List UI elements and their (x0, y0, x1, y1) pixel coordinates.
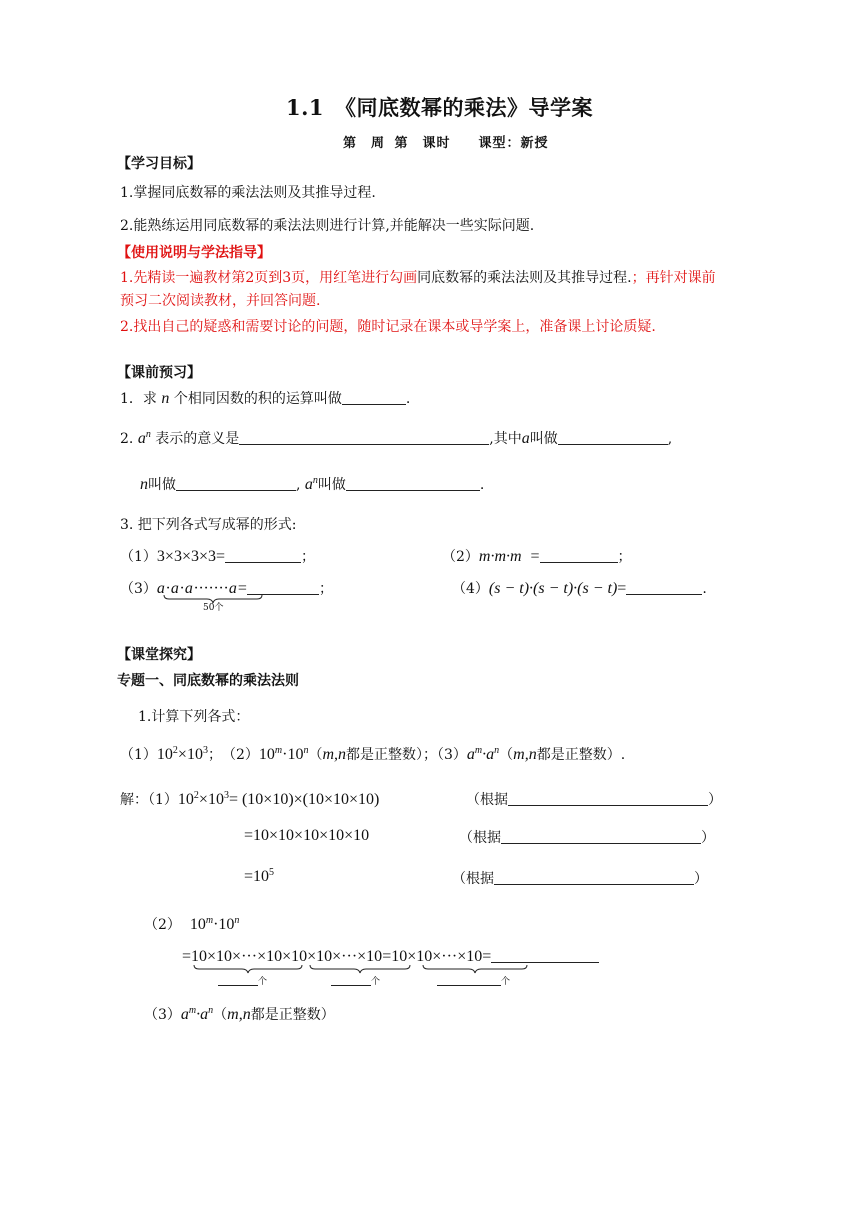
solution-line-1: 解：$(1)10^2\times 10^3= (10\times 10)\times(10\times 10\times 10)$ (120, 790, 380, 808)
answer-blank[interactable] (491, 948, 599, 963)
answer-blank[interactable] (176, 476, 296, 491)
answer-blank[interactable] (331, 977, 371, 986)
answer-blank[interactable] (626, 580, 702, 595)
answer-blank[interactable] (501, 829, 701, 844)
count-label-3: 个 (437, 974, 510, 987)
goals-header: 【学习目标】 (117, 156, 201, 172)
answer-blank[interactable] (558, 430, 668, 445)
basis-1: （根据 ） (466, 792, 722, 808)
part-2-label: （2） $10^m\cdot 10^n$ (144, 915, 240, 933)
underbrace-icon (422, 964, 528, 974)
count-label-2: 个 (331, 974, 380, 987)
page-subtitle: 第 周 第 课时 课型：新授 (343, 136, 549, 151)
goal-item-2: 2.能熟练运用同底数幂的乘法法则进行计算,并能解决一些实际问题. (120, 218, 535, 234)
guide-text-b: 同底数幂的乘法法则及其推导过程. (417, 270, 632, 286)
calc-intro: 1.计算下列各式： (138, 709, 250, 725)
power-item-4: （4）(s − t)·(s − t)·(s − t)= . (452, 580, 707, 597)
answer-blank[interactable] (247, 580, 319, 595)
solution-line-3: $=10^5$ (244, 867, 275, 885)
basis-2: （根据 ） (459, 830, 715, 846)
guide-item-2: 2.找出自己的疑惑和需要讨论的问题，随时记录在课本或导学案上，准备课上讨论质疑. (120, 319, 656, 335)
explore-header: 【课堂探究】 (117, 647, 201, 663)
preview-header: 【课前预习】 (117, 365, 201, 381)
answer-blank[interactable] (494, 870, 694, 885)
basis-3: （根据 ） (452, 871, 708, 887)
preview-q3: 3. 把下列各式写成幂的形式: (120, 517, 297, 533)
solution-line-2: =10×10×10×10×10 (244, 827, 370, 844)
answer-blank[interactable] (342, 390, 406, 405)
guide-item-1 (120, 267, 716, 287)
underbrace-icon (309, 964, 411, 974)
answer-blank[interactable] (218, 977, 258, 986)
answer-blank[interactable] (239, 430, 489, 445)
answer-blank[interactable] (225, 548, 301, 563)
guide-item-1-cont: 预习二次阅读教材，并回答问题. (120, 293, 321, 309)
count-label-1: 个 (218, 974, 267, 987)
guide-text-a: 1.先精读一遍教材第2页到3页，用红笔进行勾画 (120, 270, 418, 286)
goal-item-1: 1.掌握同底数幂的乘法法则及其推导过程. (120, 185, 376, 201)
answer-blank[interactable] (437, 977, 501, 986)
power-item-1: （1）3×3×3×3= ； (120, 548, 316, 565)
answer-blank[interactable] (346, 476, 480, 491)
answer-blank[interactable] (508, 791, 708, 806)
part-3-label: $(3)a^m\cdot a^n(m,n$都是正整数） (144, 1005, 335, 1023)
preview-q2: 2. $a^n$ 表示的意义是 ,其中a叫做 , (120, 429, 673, 447)
power-item-2: （2）m·m·m = ； (442, 548, 632, 565)
page-title: 1.1 《同底数幂的乘法》导学案 (286, 95, 594, 120)
power-item-3: （3）a·a·a·······a= ； (120, 580, 333, 597)
preview-q2-cont: n叫做 , $a^n$叫做 . (140, 475, 485, 493)
guide-header: 【使用说明与学法指导】 (117, 245, 271, 261)
underbrace-icon (193, 964, 303, 974)
answer-blank[interactable] (540, 548, 618, 563)
calc-line: $(1)10^2\times 10^3$； $(2)10^m\cdot 10^n(m,n$都是正整数）；$(3)a^m\cdot a^n(m,n$都是正整数）. (120, 745, 626, 763)
guide-text-c: ；再针对课前 (631, 270, 716, 286)
part-2-expansion: =10×10×···×10×10×10×···×10=10×10×···×10= (182, 948, 599, 966)
topic-one-title: 专题一、同底数幂的乘法法则 (117, 673, 299, 689)
preview-q1: 1．求 n 个相同因数的积的运算叫做 . (120, 390, 411, 407)
underbrace-label: 50个 (203, 603, 224, 613)
